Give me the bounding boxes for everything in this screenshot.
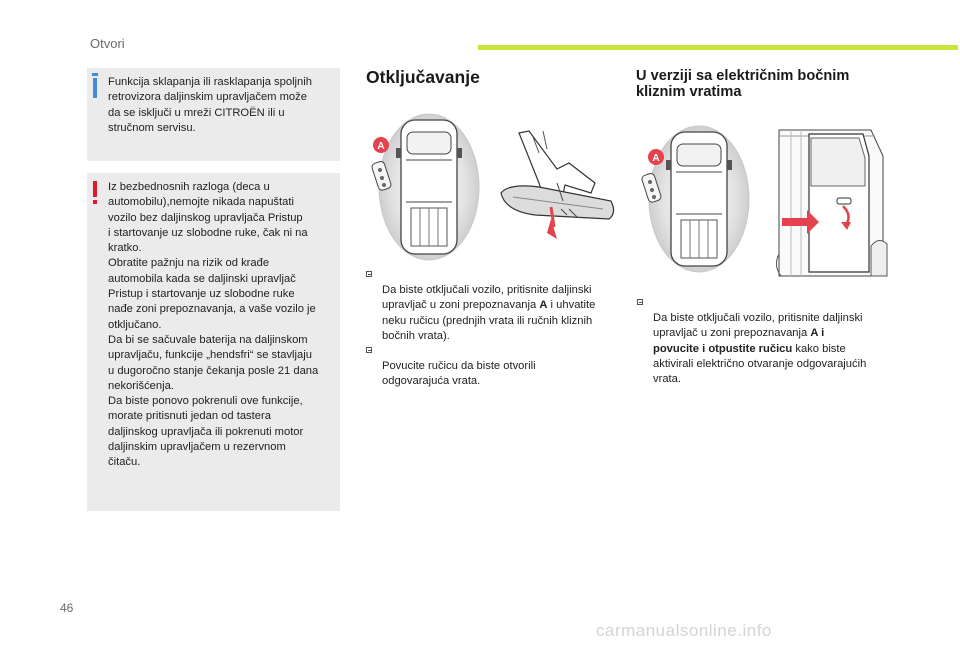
list-item	[637, 296, 891, 387]
bullet-text: Da biste otključali vozilo, pritisnite daljinski upravljač u zoni prepoznavanja	[653, 312, 863, 340]
bullet-icon	[366, 271, 372, 277]
bullet-icon	[637, 299, 643, 305]
info-icon	[92, 73, 98, 76]
unlocking-instructions	[366, 268, 616, 390]
warning-box-text: Iz bezbednosnih razloga (deca u automobilu),nemojte nikada napuštati vozilo bez daljinskog upravljača Pristup i startovanje uz slobodne ruke, čak ni na kratko. Obratite pažnju na rizik od krađe automobila kada se daljinski upravljač Pristup i startovanje uz slobodne ruke nađe zoni prepoznavanja, a vaše vozilo je otključano. Da bi se sačuvale baterija na daljinskom upravljaču, funkcije „hendsfri“ se stavljaju u dugoročno stanje čekanja posle 21 dana nekorišćenja. Da biste ponovo pokrenuli ove funkcije, morate pritisnuti jedan od tastera daljinskog upravljača ili pokrenuti motor daljinskim upravljačem u rezervnom čitaču.	[108, 181, 319, 469]
info-box	[87, 68, 340, 161]
list-item	[366, 344, 616, 390]
car-zone-illustration-2	[636, 124, 758, 274]
header-accent-bar	[478, 45, 958, 50]
bullet-text: i uhvatite neku ručicu (prednjih vrata ili ručnih kliznih bočnih vrata).	[382, 299, 596, 342]
zone-reference: A	[539, 299, 548, 312]
page-number: 46	[60, 601, 74, 615]
info-box-text: Funkcija sklapanja ili rasklapanja spoljnih retrovizora daljinskim upravljačem može da se isključi u mreži CITROËN ili u stručnom servisu.	[108, 76, 312, 134]
sliding-door-title: U verziji sa električnim bočnim kliznim vratima	[636, 68, 850, 100]
warning-icon-dot	[93, 200, 97, 204]
sliding-door-instructions	[637, 296, 891, 387]
zone-label-a: A	[652, 153, 660, 164]
unlocking-title: Otključavanje	[366, 67, 480, 87]
bullet-text: kako biste aktivirali električno otvaranje odgovarajućih vrata.	[653, 342, 867, 386]
bullet-text: Povucite ručicu da biste otvorili odgovarajuća vrata.	[382, 360, 536, 388]
bullet-icon	[366, 347, 372, 353]
sliding-door-illustration	[771, 126, 889, 286]
emphasized-instruction: A i povucite i otpustite ručicu	[653, 327, 825, 355]
info-icon-bar	[93, 78, 97, 98]
door-handle-illustration	[499, 123, 617, 243]
watermark: carmanualsonline.info	[596, 621, 772, 640]
warning-box	[87, 173, 340, 511]
warning-icon	[93, 181, 97, 197]
zone-label-a: A	[377, 141, 385, 152]
list-item	[366, 268, 616, 344]
car-zone-illustration	[366, 112, 488, 262]
section-title: Otvori	[90, 36, 125, 51]
bullet-text: Da biste otključali vozilo, pritisnite daljinski upravljač u zoni prepoznavanja	[382, 284, 592, 312]
